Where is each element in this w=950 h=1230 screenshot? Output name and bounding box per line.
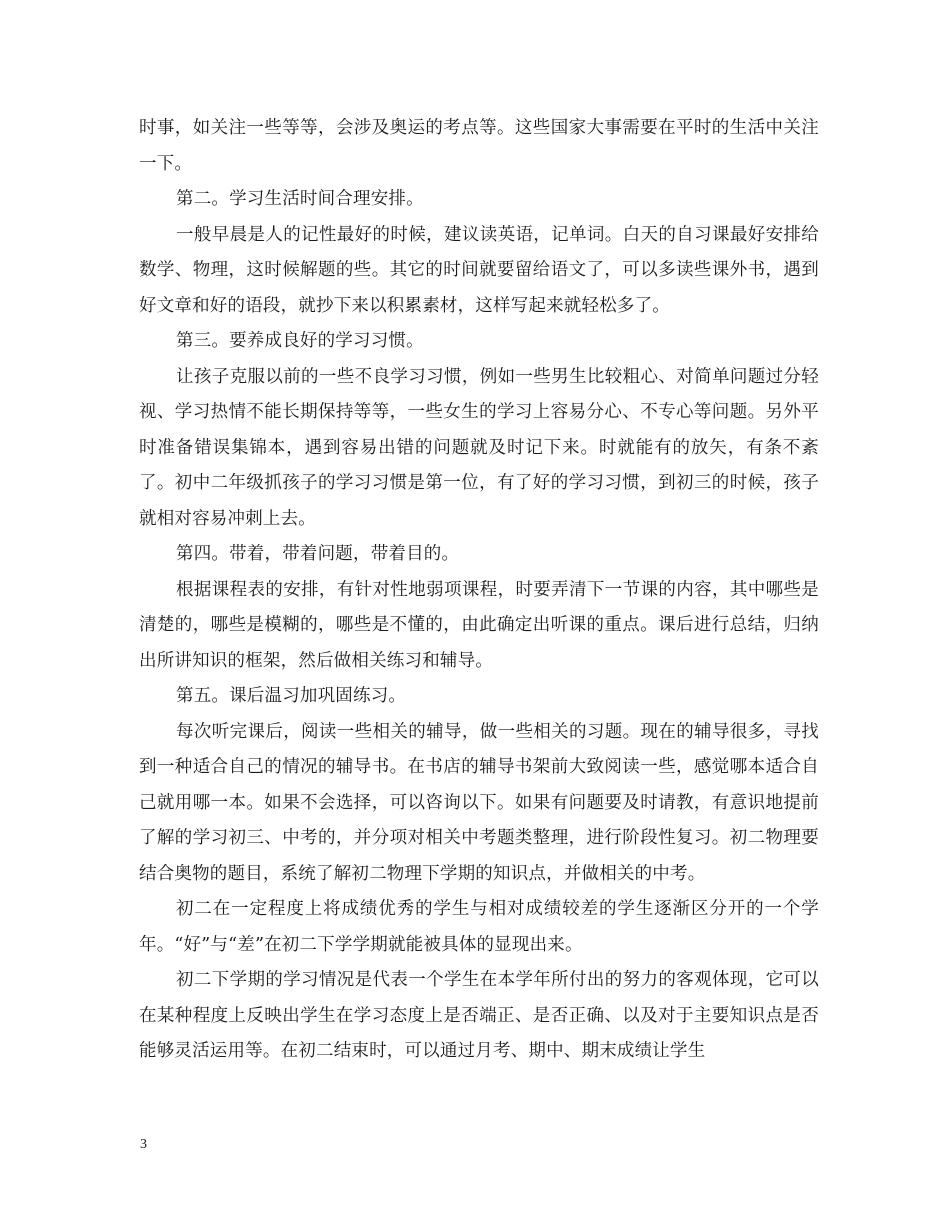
paragraph-8: 第五。课后温习加巩固练习。 [176,686,407,706]
paragraph-3: 一般早晨是人的记性最好的时候，建议读英语，记单词。白天的自习课最好安排给数学、物理，这时候解题的些。其它的时间就要留给语文了，可以多读些课外书，遇到好文章和好的语段，就抄下来以积累素材，这样写起来就轻松多了。 [139,224,819,316]
page-number: 3 [140,1137,147,1152]
paragraph-1: 时事，如关注一些等等，会涉及奥运的考点等。这些国家大事需要在平时的生活中关注一下。 [139,118,819,174]
paragraph-7: 根据课程表的安排，有针对性地弱项课程，时要弄清下一节课的内容，其中哪些是清楚的，哪些是模糊的，哪些是不懂的，由此确定出听课的重点。课后进行总结，归纳出所讲知识的框架，然后做相关练习和辅导。 [139,579,819,671]
paragraph-5: 让孩子克服以前的一些不良学习习惯，例如一些男生比较粗心、对简单问题过分轻视、学习热情不能长期保持等等，一些女生的学习上容易分心、不专心等问题。另外平时准备错误集锦本，遇到容易出错的问题就及时记下来。时就能有的放矢，有条不紊了。初中二年级抓孩子的学习习惯是第一位，有了好的学习习惯，到初三的时候，孩子就相对容易冲刺上去。 [139,366,819,529]
paragraph-6: 第四。带着，带着问题，带着目的。 [176,544,460,564]
paragraph-4: 第三。要养成良好的学习习惯。 [176,331,424,351]
document-body [139,111,819,1070]
paragraph-11: 初二下学期的学习情况是代表一个学生在本学年所付出的努力的客观体现，它可以在某种程度上反映出学生在学习态度上是否端正、是否正确、以及对于主要知识点是否能够灵活运用等。在初二结束时，可以通过月考、期中、期末成绩让学生 [139,970,819,1061]
paragraph-10: 初二在一定程度上将成绩优秀的学生与相对成绩较差的学生逐渐区分开的一个学年。“好”与“差”在初二下学学期就能被具体的显现出来。 [139,899,819,955]
paragraph-9: 每次听完课后，阅读一些相关的辅导，做一些相关的习题。现在的辅导很多，寻找到一种适合自己的情况的辅导书。在书店的辅导书架前大致阅读一些，感觉哪本适合自己就用哪一本。如果不会选择，可以咨询以下。如果有问题要及时请教，有意识地提前了解的学习初三、中考的，并分项对相关中考题类整理，进行阶段性复习。初二物理要结合奥物的题目，系统了解初二物理下学期的知识点，并做相关的中考。 [139,721,819,884]
paragraph-2: 第二。学习生活时间合理安排。 [176,189,424,209]
